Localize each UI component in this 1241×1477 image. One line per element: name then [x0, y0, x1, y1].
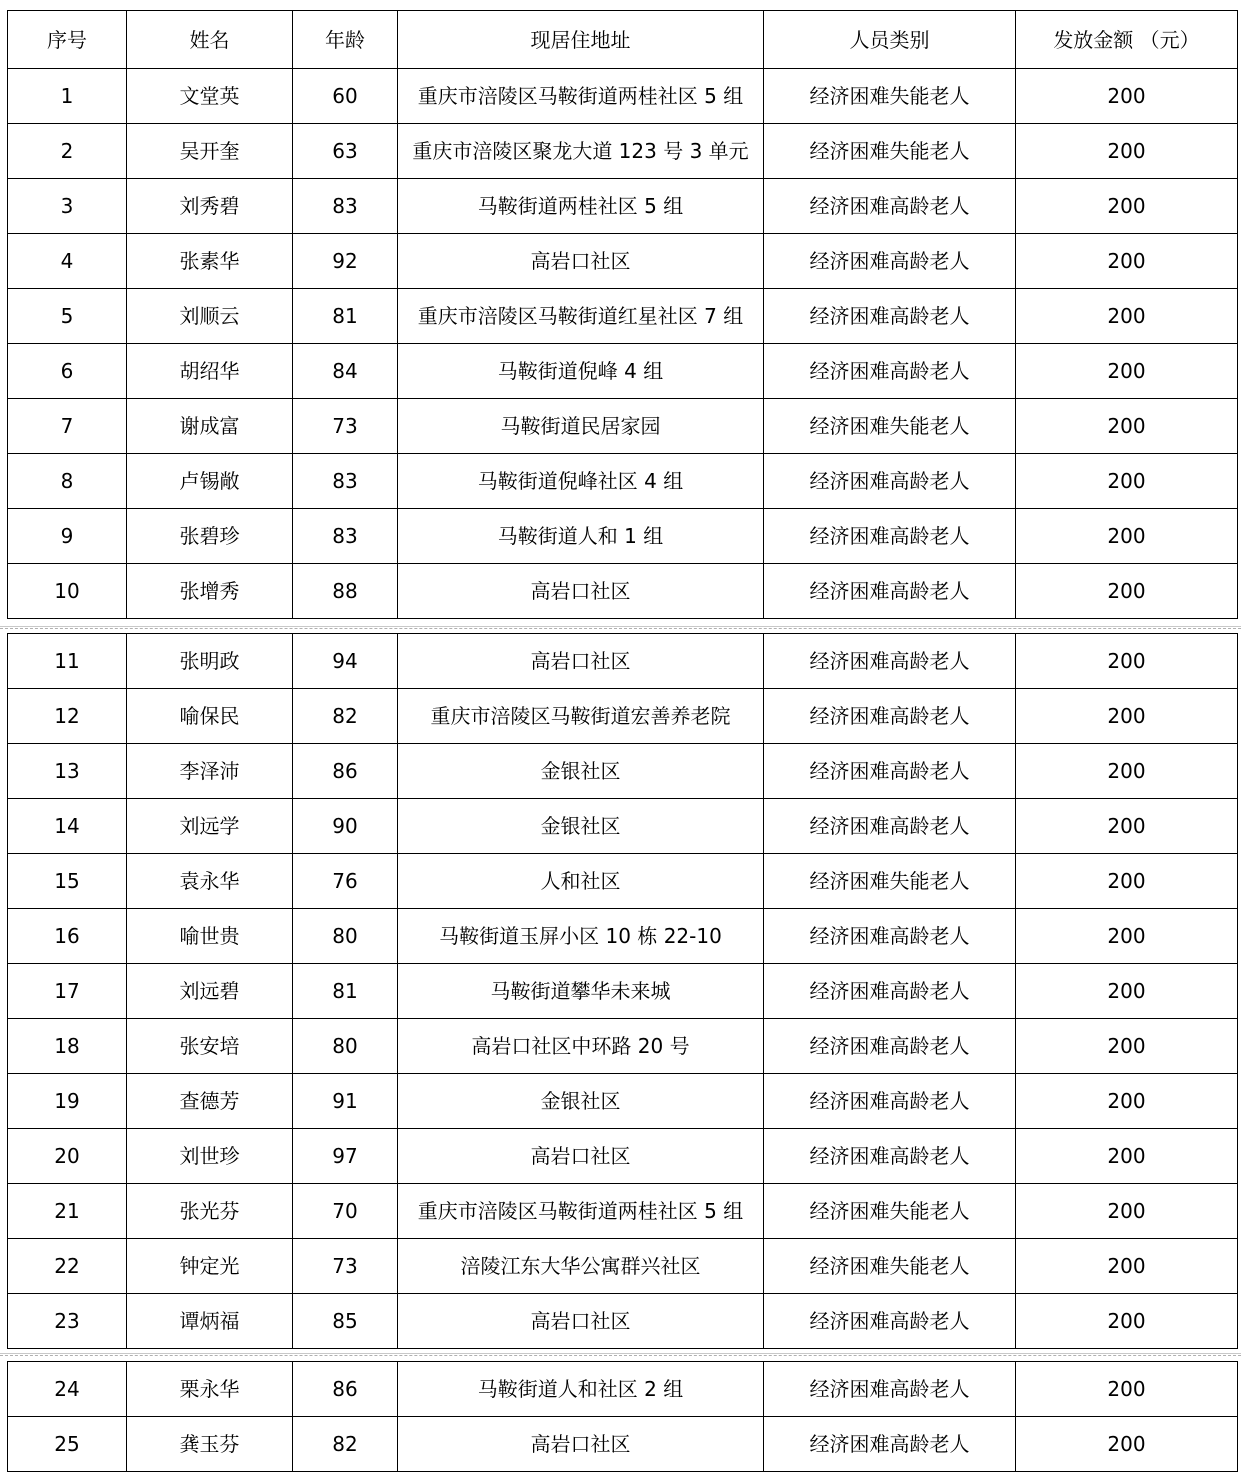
cell-category: 经济困难高龄老人: [764, 909, 1016, 964]
cell-seq: 20: [8, 1129, 127, 1184]
cell-seq: 14: [8, 799, 127, 854]
cell-amount: 200: [1016, 964, 1238, 1019]
header-amount: 发放金额 （元）: [1016, 11, 1238, 69]
cell-amount: 200: [1016, 689, 1238, 744]
cell-address: 马鞍街道倪峰社区 4 组: [398, 454, 764, 509]
cell-name: 刘顺云: [127, 289, 293, 344]
cell-amount: 200: [1016, 1184, 1238, 1239]
cell-address: 高岩口社区: [398, 634, 764, 689]
cell-seq: 8: [8, 454, 127, 509]
cell-age: 81: [293, 289, 398, 344]
cell-category: 经济困难高龄老人: [764, 689, 1016, 744]
cell-age: 86: [293, 744, 398, 799]
cell-amount: 200: [1016, 1129, 1238, 1184]
cell-seq: 19: [8, 1074, 127, 1129]
cell-address: 马鞍街道两桂社区 5 组: [398, 179, 764, 234]
cell-seq: 13: [8, 744, 127, 799]
cell-name: 栗永华: [127, 1362, 293, 1417]
cell-seq: 1: [8, 69, 127, 124]
cell-seq: 9: [8, 509, 127, 564]
cell-seq: 12: [8, 689, 127, 744]
table-row: [8, 909, 1238, 964]
cell-name: 查德芳: [127, 1074, 293, 1129]
cell-age: 63: [293, 124, 398, 179]
table-row: [8, 964, 1238, 1019]
table-row: [8, 799, 1238, 854]
table-row: [8, 454, 1238, 509]
cell-address: 涪陵江东大华公寓群兴社区: [398, 1239, 764, 1294]
subsidy-table-part-3: [7, 1361, 1238, 1472]
cell-amount: 200: [1016, 289, 1238, 344]
cell-name: 谢成富: [127, 399, 293, 454]
cell-category: 经济困难高龄老人: [764, 1362, 1016, 1417]
table-row: [8, 854, 1238, 909]
cell-category: 经济困难高龄老人: [764, 564, 1016, 619]
header-name: 姓名: [127, 11, 293, 69]
cell-category: 经济困难失能老人: [764, 1239, 1016, 1294]
cell-age: 60: [293, 69, 398, 124]
cell-age: 92: [293, 234, 398, 289]
cell-name: 袁永华: [127, 854, 293, 909]
cell-name: 喻世贵: [127, 909, 293, 964]
cell-category: 经济困难失能老人: [764, 69, 1016, 124]
cell-category: 经济困难高龄老人: [764, 799, 1016, 854]
table-row: [8, 564, 1238, 619]
cell-name: 胡绍华: [127, 344, 293, 399]
cell-seq: 3: [8, 179, 127, 234]
cell-amount: 200: [1016, 1294, 1238, 1349]
cell-age: 70: [293, 1184, 398, 1239]
cell-address: 高岩口社区中环路 20 号: [398, 1019, 764, 1074]
cell-age: 86: [293, 1362, 398, 1417]
cell-category: 经济困难高龄老人: [764, 634, 1016, 689]
cell-age: 82: [293, 1417, 398, 1472]
cell-address: 马鞍街道人和社区 2 组: [398, 1362, 764, 1417]
header-age: 年龄: [293, 11, 398, 69]
table-row: [8, 69, 1238, 124]
cell-amount: 200: [1016, 564, 1238, 619]
cell-age: 84: [293, 344, 398, 399]
table-row: [8, 1074, 1238, 1129]
cell-name: 张素华: [127, 234, 293, 289]
table-row: [8, 1362, 1238, 1417]
page-break-line-2b: [0, 1355, 1241, 1356]
cell-name: 张光芬: [127, 1184, 293, 1239]
cell-category: 经济困难高龄老人: [764, 1417, 1016, 1472]
cell-name: 文堂英: [127, 69, 293, 124]
table-segment-2: [7, 633, 1237, 1349]
cell-address: 重庆市涪陵区马鞍街道两桂社区 5 组: [398, 69, 764, 124]
page-break-line-1b: [0, 628, 1241, 629]
cell-seq: 25: [8, 1417, 127, 1472]
cell-address: 金银社区: [398, 799, 764, 854]
cell-name: 张增秀: [127, 564, 293, 619]
cell-category: 经济困难失能老人: [764, 1184, 1016, 1239]
table-segment-3: [7, 1361, 1237, 1472]
page-break-line-1: [0, 626, 1241, 627]
page-break-line-2: [0, 1353, 1241, 1354]
subsidy-table-part-1: [7, 10, 1238, 619]
cell-amount: 200: [1016, 909, 1238, 964]
subsidy-table-part-2: [7, 633, 1238, 1349]
cell-address: 高岩口社区: [398, 1294, 764, 1349]
cell-age: 85: [293, 1294, 398, 1349]
table-row: [8, 689, 1238, 744]
cell-address: 重庆市涪陵区马鞍街道红星社区 7 组: [398, 289, 764, 344]
cell-category: 经济困难高龄老人: [764, 454, 1016, 509]
cell-amount: 200: [1016, 799, 1238, 854]
cell-age: 83: [293, 509, 398, 564]
table-row: [8, 1417, 1238, 1472]
cell-name: 李泽沛: [127, 744, 293, 799]
cell-age: 73: [293, 399, 398, 454]
cell-amount: 200: [1016, 399, 1238, 454]
cell-category: 经济困难高龄老人: [764, 1294, 1016, 1349]
cell-name: 张碧珍: [127, 509, 293, 564]
table-row: [8, 1294, 1238, 1349]
cell-age: 81: [293, 964, 398, 1019]
cell-seq: 22: [8, 1239, 127, 1294]
header-seq: 序号: [8, 11, 127, 69]
cell-age: 97: [293, 1129, 398, 1184]
cell-name: 刘世珍: [127, 1129, 293, 1184]
cell-amount: 200: [1016, 1362, 1238, 1417]
cell-amount: 200: [1016, 124, 1238, 179]
cell-category: 经济困难高龄老人: [764, 1074, 1016, 1129]
table-row: [8, 399, 1238, 454]
cell-address: 高岩口社区: [398, 1417, 764, 1472]
cell-name: 刘远碧: [127, 964, 293, 1019]
table-header-row: [8, 11, 1238, 69]
cell-name: 吴开奎: [127, 124, 293, 179]
cell-address: 马鞍街道玉屏小区 10 栋 22-10: [398, 909, 764, 964]
cell-address: 金银社区: [398, 1074, 764, 1129]
cell-amount: 200: [1016, 1074, 1238, 1129]
cell-category: 经济困难高龄老人: [764, 179, 1016, 234]
cell-age: 83: [293, 454, 398, 509]
cell-seq: 7: [8, 399, 127, 454]
cell-category: 经济困难高龄老人: [764, 509, 1016, 564]
table-row: [8, 179, 1238, 234]
cell-address: 金银社区: [398, 744, 764, 799]
cell-category: 经济困难高龄老人: [764, 1019, 1016, 1074]
cell-age: 73: [293, 1239, 398, 1294]
cell-address: 马鞍街道民居家园: [398, 399, 764, 454]
table-row: [8, 289, 1238, 344]
cell-name: 喻保民: [127, 689, 293, 744]
cell-category: 经济困难高龄老人: [764, 289, 1016, 344]
cell-address: 重庆市涪陵区马鞍街道两桂社区 5 组: [398, 1184, 764, 1239]
cell-age: 80: [293, 909, 398, 964]
cell-category: 经济困难高龄老人: [764, 344, 1016, 399]
cell-amount: 200: [1016, 854, 1238, 909]
cell-category: 经济困难高龄老人: [764, 744, 1016, 799]
cell-age: 91: [293, 1074, 398, 1129]
table-row: [8, 509, 1238, 564]
cell-age: 88: [293, 564, 398, 619]
table-segment-1: [7, 10, 1237, 619]
cell-amount: 200: [1016, 744, 1238, 799]
cell-category: 经济困难失能老人: [764, 854, 1016, 909]
cell-name: 龚玉芬: [127, 1417, 293, 1472]
cell-seq: 10: [8, 564, 127, 619]
cell-category: 经济困难高龄老人: [764, 964, 1016, 1019]
table-row: [8, 634, 1238, 689]
cell-amount: 200: [1016, 509, 1238, 564]
cell-amount: 200: [1016, 69, 1238, 124]
cell-name: 卢锡敞: [127, 454, 293, 509]
cell-address: 高岩口社区: [398, 564, 764, 619]
cell-amount: 200: [1016, 1019, 1238, 1074]
cell-seq: 15: [8, 854, 127, 909]
table-row: [8, 344, 1238, 399]
header-address: 现居住地址: [398, 11, 764, 69]
cell-address: 高岩口社区: [398, 234, 764, 289]
cell-address: 重庆市涪陵区马鞍街道宏善养老院: [398, 689, 764, 744]
cell-address: 马鞍街道攀华未来城: [398, 964, 764, 1019]
cell-address: 马鞍街道倪峰 4 组: [398, 344, 764, 399]
cell-amount: 200: [1016, 234, 1238, 289]
cell-age: 90: [293, 799, 398, 854]
header-category: 人员类别: [764, 11, 1016, 69]
cell-amount: 200: [1016, 179, 1238, 234]
cell-seq: 16: [8, 909, 127, 964]
cell-category: 经济困难高龄老人: [764, 1129, 1016, 1184]
cell-age: 83: [293, 179, 398, 234]
cell-amount: 200: [1016, 634, 1238, 689]
table-row: [8, 744, 1238, 799]
cell-amount: 200: [1016, 1417, 1238, 1472]
cell-age: 76: [293, 854, 398, 909]
cell-seq: 11: [8, 634, 127, 689]
cell-seq: 2: [8, 124, 127, 179]
cell-category: 经济困难失能老人: [764, 124, 1016, 179]
cell-name: 刘远学: [127, 799, 293, 854]
cell-age: 94: [293, 634, 398, 689]
table-row: [8, 234, 1238, 289]
cell-category: 经济困难高龄老人: [764, 234, 1016, 289]
cell-name: 刘秀碧: [127, 179, 293, 234]
cell-amount: 200: [1016, 454, 1238, 509]
cell-name: 谭炳福: [127, 1294, 293, 1349]
cell-seq: 6: [8, 344, 127, 399]
cell-seq: 18: [8, 1019, 127, 1074]
cell-seq: 24: [8, 1362, 127, 1417]
table-row: [8, 1129, 1238, 1184]
cell-seq: 21: [8, 1184, 127, 1239]
cell-age: 82: [293, 689, 398, 744]
table-row: [8, 1239, 1238, 1294]
cell-age: 80: [293, 1019, 398, 1074]
cell-address: 人和社区: [398, 854, 764, 909]
cell-amount: 200: [1016, 344, 1238, 399]
cell-address: 重庆市涪陵区聚龙大道 123 号 3 单元: [398, 124, 764, 179]
cell-seq: 4: [8, 234, 127, 289]
table-row: [8, 124, 1238, 179]
cell-seq: 5: [8, 289, 127, 344]
cell-name: 张安培: [127, 1019, 293, 1074]
table-row: [8, 1019, 1238, 1074]
table-row: [8, 1184, 1238, 1239]
cell-seq: 17: [8, 964, 127, 1019]
cell-address: 高岩口社区: [398, 1129, 764, 1184]
cell-category: 经济困难失能老人: [764, 399, 1016, 454]
cell-amount: 200: [1016, 1239, 1238, 1294]
cell-seq: 23: [8, 1294, 127, 1349]
cell-name: 钟定光: [127, 1239, 293, 1294]
cell-address: 马鞍街道人和 1 组: [398, 509, 764, 564]
cell-name: 张明政: [127, 634, 293, 689]
